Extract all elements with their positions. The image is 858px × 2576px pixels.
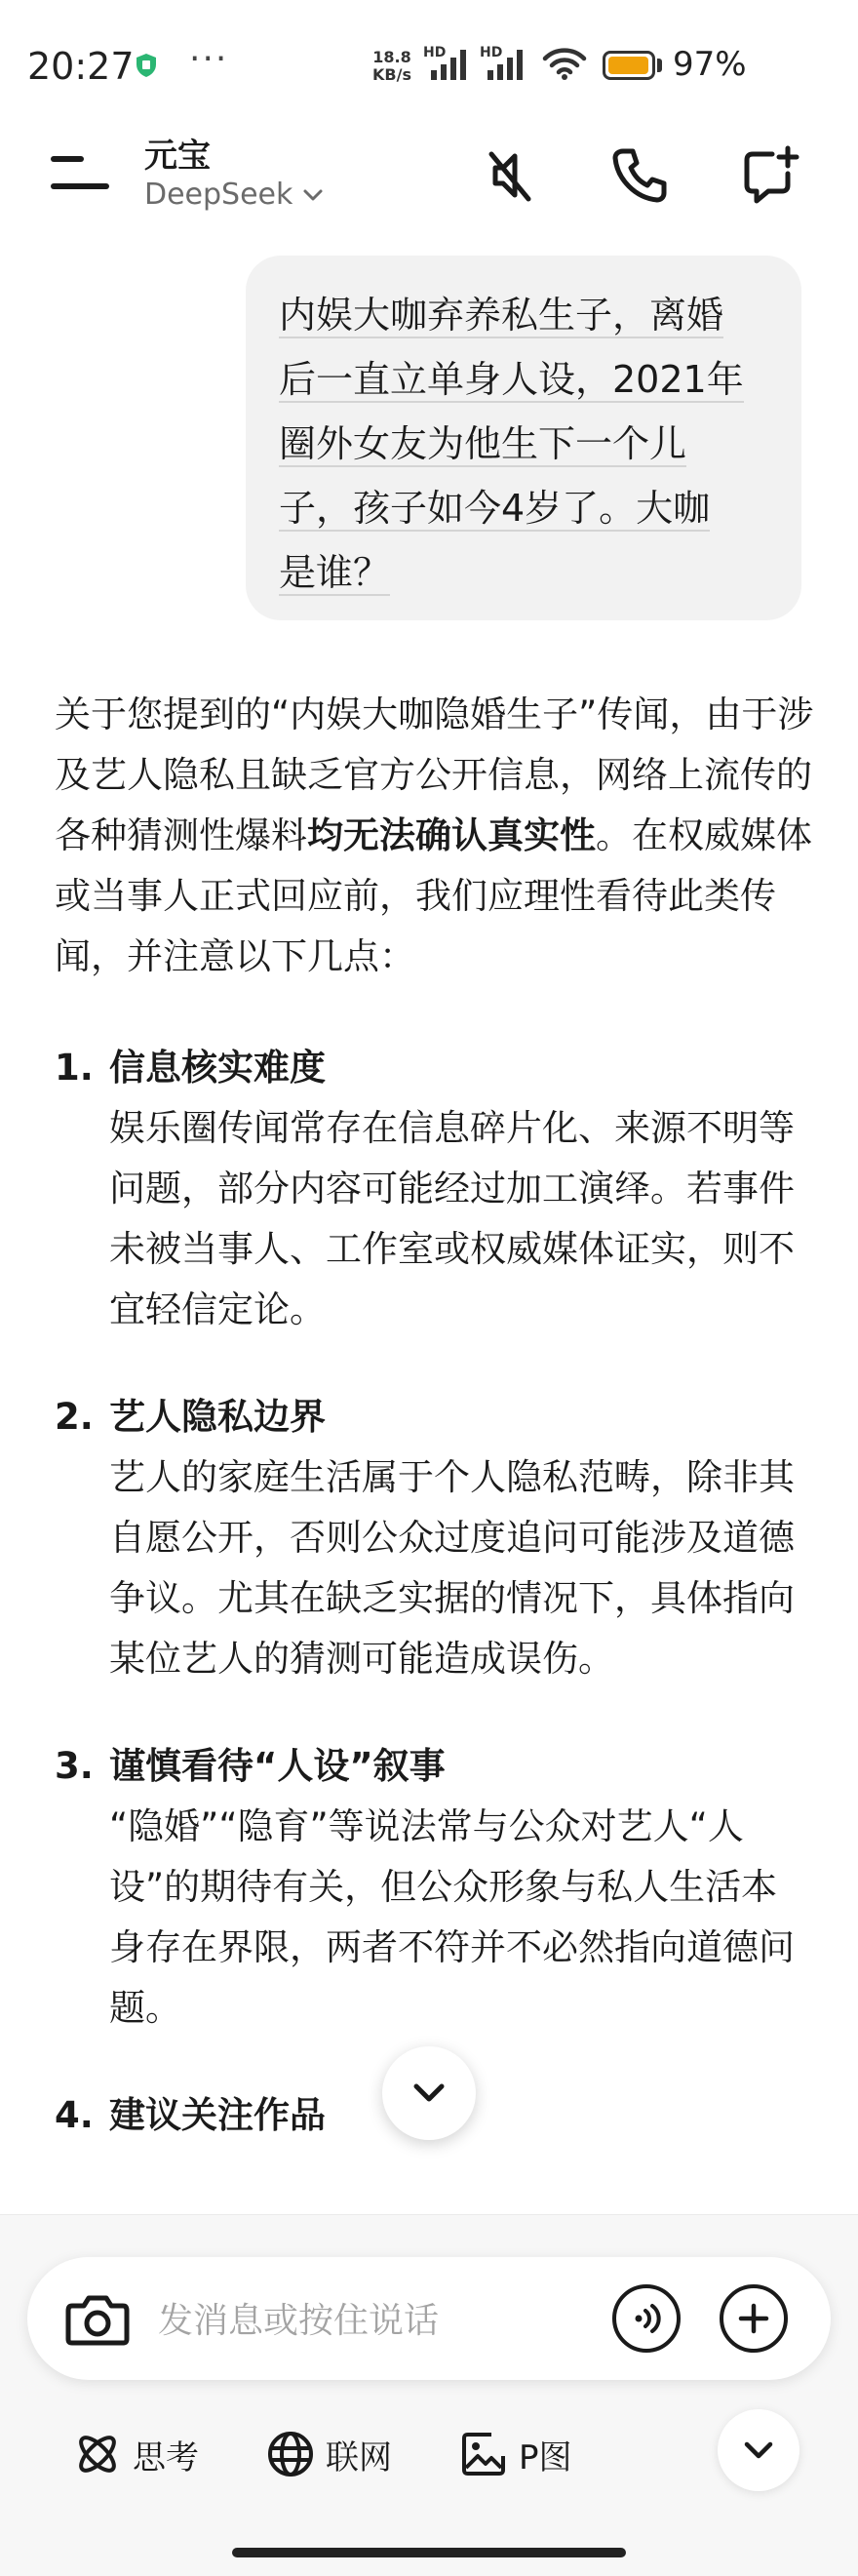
assistant-intro bbox=[55, 685, 815, 987]
point-number: 4. bbox=[55, 2094, 94, 2136]
user-message-line: 后一直立单身人设，2021年 bbox=[279, 358, 744, 401]
voice-call-button[interactable] bbox=[612, 2284, 681, 2353]
menu-icon[interactable] bbox=[51, 150, 113, 195]
sim1-label: HD bbox=[423, 45, 447, 60]
chat-header bbox=[0, 115, 858, 232]
image-edit-label: P图 bbox=[519, 2437, 572, 2477]
network-speed bbox=[372, 49, 411, 84]
status-time: 20:27 bbox=[27, 45, 135, 88]
voice-wave-icon bbox=[629, 2301, 664, 2336]
battery-percent: 97% bbox=[673, 45, 747, 84]
user-message-line: 是谁？ bbox=[279, 551, 391, 594]
message-composer bbox=[27, 2257, 831, 2380]
model-selector[interactable] bbox=[144, 178, 324, 212]
plus-icon bbox=[736, 2301, 771, 2336]
shield-icon bbox=[135, 53, 158, 78]
point-number: 3. bbox=[55, 1745, 94, 1787]
more-notifications-icon: ··· bbox=[189, 39, 229, 79]
web-search-label: 联网 bbox=[326, 2437, 392, 2477]
point-body: 娱乐圈传闻常存在信息碎片化、来源不明等问题，部分内容可能经过加工演绎。若事件未被当事人、工作室或权威媒体证实，则不宜轻信定论。 bbox=[109, 1107, 795, 1330]
list-item bbox=[55, 1736, 825, 2039]
user-message-line: 内娱大咖弃养私生子，离婚 bbox=[279, 294, 724, 337]
point-body: 艺人的家庭生活属于个人隐私范畴，除非其自愿公开，否则公众过度追问可能涉及道德争议。尤其在缺乏实据的情况下，具体指向某位艺人的猜测可能造成误伤。 bbox=[109, 1456, 795, 1680]
call-button[interactable] bbox=[601, 137, 679, 215]
list-item bbox=[55, 1038, 825, 1340]
battery-icon bbox=[603, 51, 655, 80]
intro-text: 关于您提到的“内娱大咖隐婚生子”传闻，由于涉及艺人隐私且缺乏官方公开信息，网络上流传的各种猜测性爆料 bbox=[55, 694, 814, 856]
atom-icon bbox=[72, 2429, 123, 2479]
list-item bbox=[55, 1387, 825, 1689]
battery-tip bbox=[657, 59, 662, 72]
user-message-line: 子，孩子如今4岁了。大咖 bbox=[279, 487, 711, 530]
assistant-points-list bbox=[55, 1038, 825, 2193]
image-edit-toggle[interactable] bbox=[458, 2419, 572, 2489]
collapse-toolbar-button[interactable] bbox=[718, 2409, 800, 2491]
think-label: 思考 bbox=[133, 2437, 199, 2477]
point-number: 1. bbox=[55, 1047, 94, 1089]
chat-title: 元宝 bbox=[144, 137, 211, 176]
chevron-down-icon bbox=[743, 2440, 774, 2460]
model-name: DeepSeek bbox=[144, 178, 293, 212]
think-toggle[interactable] bbox=[72, 2419, 199, 2489]
point-title: 艺人隐私边界 bbox=[109, 1396, 326, 1438]
chevron-down-icon bbox=[411, 2082, 447, 2104]
intro-text-end: 。在权威媒体或当事人正式回应前，我们应理性看待此类传闻，并注意以下几点： bbox=[55, 814, 812, 977]
message-input[interactable] bbox=[156, 2292, 589, 2349]
battery-level bbox=[608, 57, 648, 74]
point-number: 2. bbox=[55, 1396, 94, 1438]
user-message-line: 圈外女友为他生下一个儿 bbox=[279, 422, 687, 465]
user-message-bubble[interactable] bbox=[246, 256, 801, 620]
signal-icon bbox=[486, 47, 526, 80]
add-attachment-button[interactable] bbox=[720, 2284, 788, 2353]
mute-button[interactable] bbox=[470, 137, 548, 215]
new-chat-icon bbox=[739, 144, 801, 207]
camera-icon bbox=[62, 2284, 133, 2355]
phone-icon bbox=[609, 145, 670, 206]
point-title: 谨慎看待“人设”叙事 bbox=[109, 1745, 446, 1787]
signal-icon bbox=[429, 47, 470, 80]
new-chat-button[interactable] bbox=[731, 137, 809, 215]
sim2-label: HD bbox=[480, 45, 503, 60]
globe-icon bbox=[265, 2429, 316, 2479]
point-title: 建议关注作品 bbox=[109, 2094, 326, 2136]
network-speed-unit: KB/s bbox=[372, 65, 411, 84]
scroll-down-button[interactable] bbox=[382, 2046, 476, 2140]
camera-button[interactable] bbox=[62, 2284, 133, 2355]
user-message-text bbox=[279, 283, 766, 605]
point-body: “隐婚”“隐育”等说法常与公众对艺人“人设”的期待有关，但公众形象与私人生活本身存在界限，两者不符并不必然指向道德问题。 bbox=[109, 1805, 795, 2029]
network-speed-value: 18.8 bbox=[372, 48, 411, 66]
home-indicator[interactable] bbox=[232, 2548, 626, 2557]
image-edit-icon bbox=[458, 2429, 509, 2479]
web-search-toggle[interactable] bbox=[265, 2419, 392, 2489]
point-title: 信息核实难度 bbox=[109, 1047, 326, 1089]
chevron-down-icon bbox=[302, 188, 324, 202]
wifi-icon bbox=[542, 47, 587, 80]
mute-icon bbox=[478, 144, 540, 207]
intro-bold-text: 均无法确认真实性 bbox=[307, 814, 596, 856]
